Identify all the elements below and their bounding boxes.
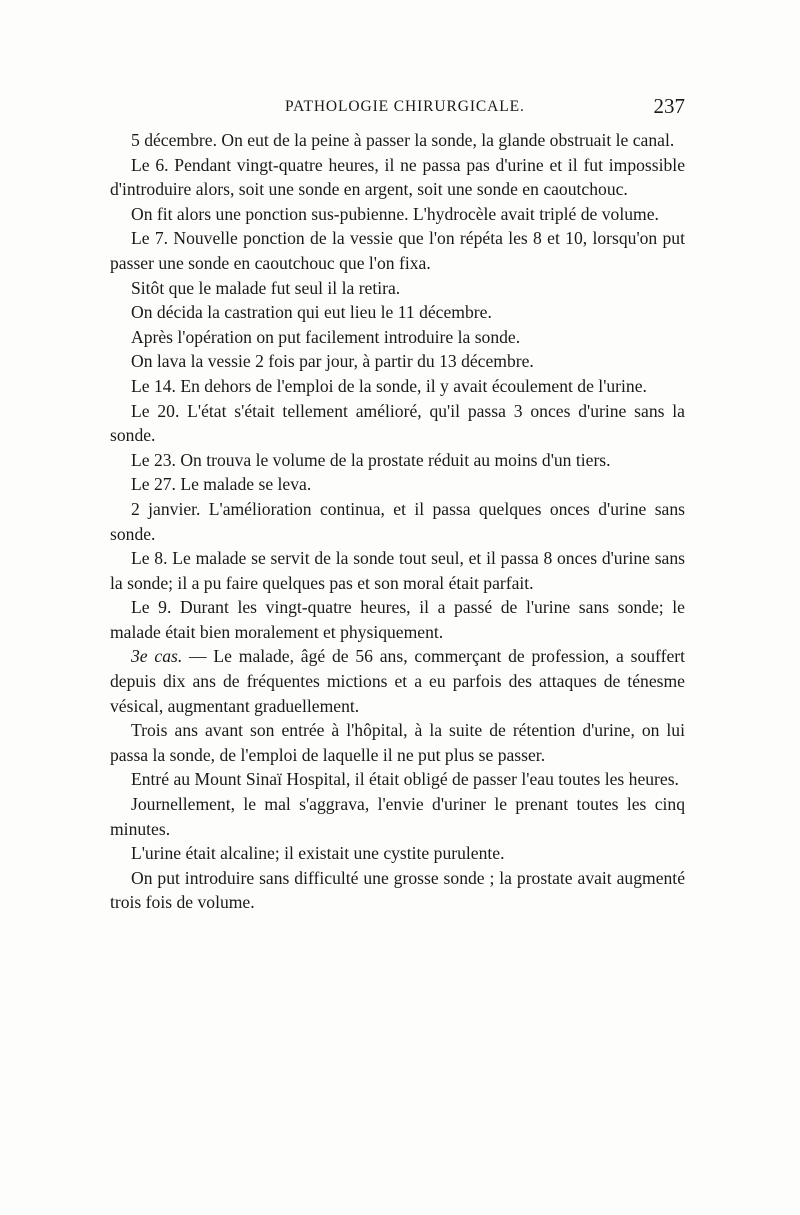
paragraph: Entré au Mount Sinaï Hospital, il était obligé de passer l'eau toutes les heures. [131, 769, 679, 790]
paragraph: Trois ans avant son entrée à l'hôpital, à la suite de rétention d'urine, on lui passa la sonde, de l'emploi de laquelle il ne put plus se passer. [110, 720, 685, 765]
case-text: — Le malade, âgé de 56 ans, commerçant de profession, a souffert depuis dix ans de fréquentes mictions et a eu parfois des attaques de ténesme vésical, augmentant graduellement. [110, 646, 685, 716]
page-header [110, 94, 685, 124]
running-title: PATHOLOGIE CHIRURGICALE. [285, 98, 525, 115]
page-number: 237 [653, 94, 685, 118]
paragraph: On lava la vessie 2 fois par jour, à partir du 13 décembre. [131, 351, 534, 372]
case-3-paragraph [110, 644, 685, 718]
paragraph: On fit alors une ponction sus-pubienne. L'hydrocèle avait triplé de volume. [131, 203, 659, 224]
paragraph: Le 14. En dehors de l'emploi de la sonde, il y avait écoulement de l'urine. [131, 375, 647, 396]
paragraph: On put introduire sans difficulté une grosse sonde ; la prostate avait augmenté trois fois de volume. [110, 867, 685, 913]
paragraph: 5 décembre. On eut de la peine à passer la sonde, la glande obstruait le canal. [131, 130, 675, 150]
paragraph: Le 6. Pendant vingt-quatre heures, il ne passa pas d'urine et il fut impossible d'introduire alors, soit une sonde en argent, soit une sonde en caoutchouc. [110, 154, 685, 200]
paragraph: Journellement, le mal s'aggrava, l'envie d'uriner le prenant toutes les cinq minutes. [110, 794, 685, 839]
paragraph: Le 20. L'état s'était tellement amélioré, qu'il passa 3 onces d'urine sans la sonde. [110, 400, 685, 446]
case-label: 3e cas. [131, 646, 183, 667]
paragraph: Sitôt que le malade fut seul il la retira. [131, 277, 401, 298]
paragraph: 2 janvier. L'amélioration continua, et il passa quelques onces d'urine sans sonde. [110, 498, 685, 544]
paragraph: Le 27. Le malade se leva. [131, 474, 312, 495]
paragraph: Le 8. Le malade se servit de la sonde tout seul, et il passa 8 onces d'urine sans la sonde; il a pu faire quelques pas et son moral était parfait. [110, 548, 685, 593]
paragraph: L'urine était alcaline; il existait une cystite purulente. [131, 843, 505, 864]
paragraph: On décida la castration qui eut lieu le 11 décembre. [131, 302, 492, 323]
paragraph: Après l'opération on put facilement introduire la sonde. [131, 326, 521, 347]
page-body [110, 128, 685, 915]
paragraph: Le 9. Durant les vingt-quatre heures, il a passé de l'urine sans sonde; le malade était bien moralement et physiquement. [110, 597, 685, 642]
paragraph: Le 7. Nouvelle ponction de la vessie que l'on répéta les 8 et 10, lorsqu'on put passer une sonde en caoutchouc que l'on fixa. [110, 228, 685, 273]
paragraph: Le 23. On trouva le volume de la prostate réduit au moins d'un tiers. [131, 449, 611, 470]
